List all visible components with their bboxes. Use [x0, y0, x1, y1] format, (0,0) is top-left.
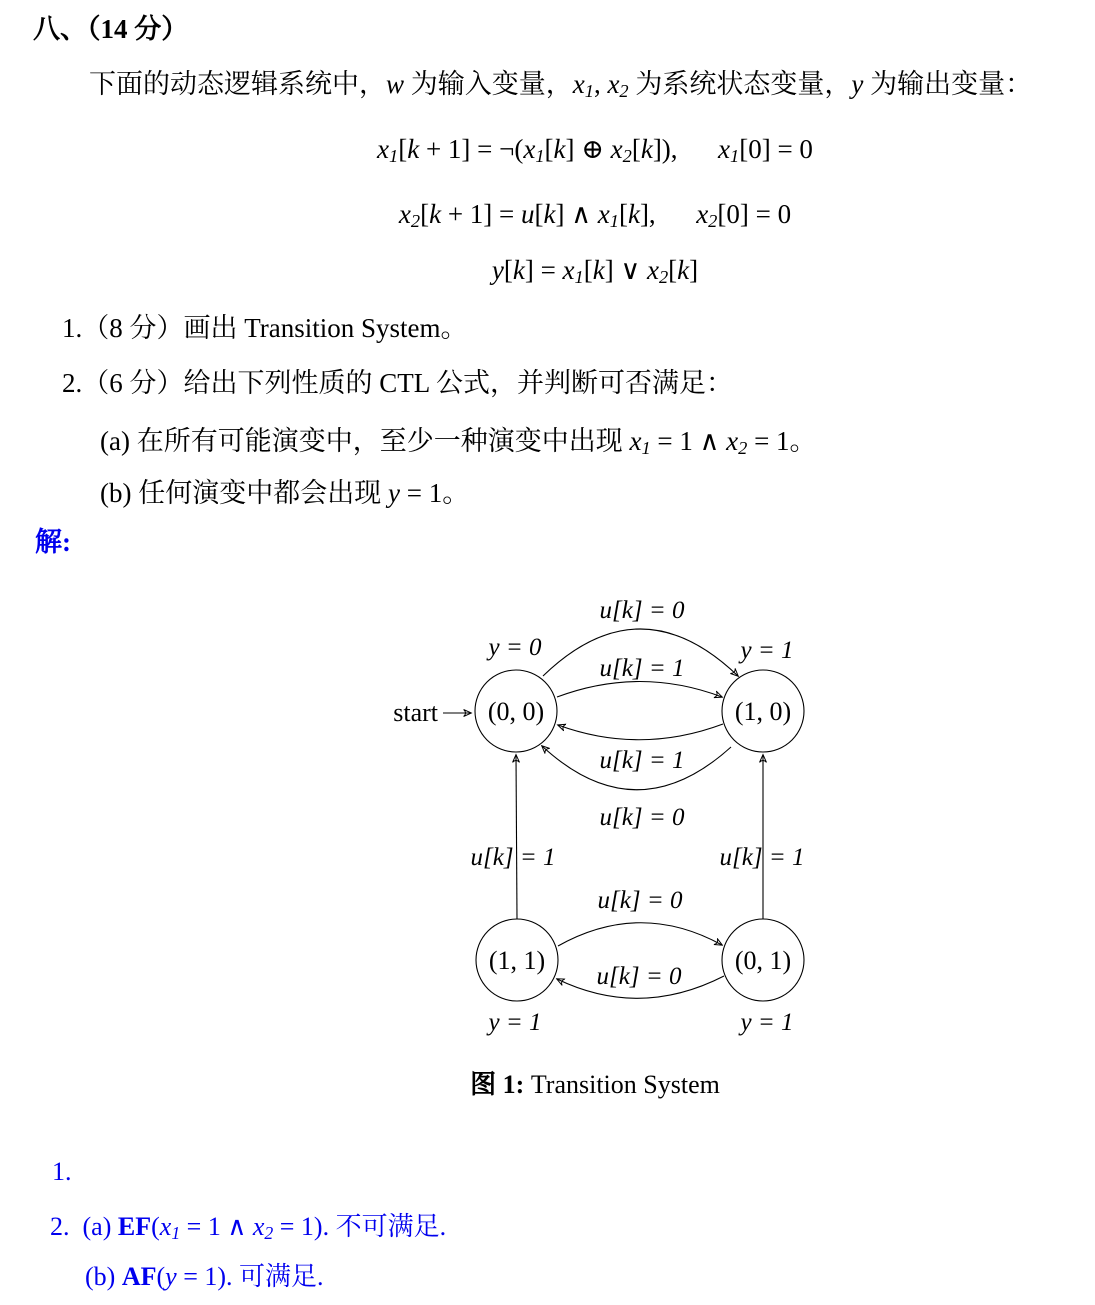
- answer-item-1: 1.: [52, 1157, 72, 1186]
- edge-label-11-to-00-u1: u[k] = 1: [470, 844, 556, 871]
- edge-label-11-to-01-u0: u[k] = 0: [597, 887, 683, 914]
- equation-x2-update: x2[k + 1] = u[k] ∧ x1[k], x2[0] = 0: [398, 199, 792, 232]
- edge-label-00-to-10-u0: u[k] = 0: [599, 597, 685, 624]
- equation-output: y[k] = x1[k] ∨ x2[k]: [491, 255, 699, 288]
- problem-intro: 下面的动态逻辑系统中，w 为输入变量，x1, x2 为系统状态变量，y 为输出变量：: [89, 69, 1033, 102]
- edge-label-10-to-00-u1: u[k] = 1: [599, 747, 685, 774]
- output-label-11: y = 1: [488, 1009, 542, 1036]
- edge-11-to-01-u0: [558, 923, 722, 946]
- question-item-2: 2.（6 分）给出下列性质的 CTL 公式，并判断可否满足：: [62, 368, 733, 398]
- state-label-11: (1, 1): [488, 946, 546, 975]
- section-title: 八、（14 分）: [33, 14, 189, 44]
- edge-label-01-to-10-u1: u[k] = 1: [719, 844, 805, 871]
- start-label: start: [393, 698, 438, 727]
- output-label-00: y = 0: [488, 634, 542, 661]
- edge-label-00-to-10-u1: u[k] = 1: [599, 655, 685, 682]
- state-label-00: (0, 0): [487, 697, 545, 726]
- edge-label-01-to-11-u0: u[k] = 0: [596, 963, 682, 990]
- state-label-10: (1, 0): [734, 697, 792, 726]
- figure-caption: 图 1: Transition System: [470, 1070, 720, 1099]
- question-item-2b: (b) 任何演变中都会出现 y = 1。: [100, 478, 470, 508]
- question-item-2a: (a) 在所有可能演变中，至少一种演变中出现 x1 = 1 ∧ x2 = 1。: [100, 426, 817, 459]
- equation-x1-update: x1[k + 1] = ¬(x1[k] ⊕ x2[k]), x1[0] = 0: [377, 134, 813, 167]
- answer-item-2b: (b) AF(y = 1). 可满足.: [85, 1262, 324, 1291]
- transition-system-diagram: [350, 585, 830, 1055]
- edge-00-to-10-u1: [557, 682, 722, 698]
- output-label-01: y = 1: [740, 1009, 794, 1036]
- output-label-10: y = 1: [740, 637, 794, 664]
- state-label-01: (0, 1): [734, 946, 792, 975]
- edge-label-10-to-00-u0: u[k] = 0: [599, 804, 685, 831]
- edge-10-to-00-u1: [558, 724, 723, 740]
- edge-11-to-00-u1: [516, 755, 517, 919]
- answer-item-2a: 2. (a) EF(x1 = 1 ∧ x2 = 1). 不可满足.: [50, 1212, 447, 1243]
- solution-label: 解:: [35, 527, 71, 557]
- question-item-1: 1.（8 分）画出 Transition System。: [62, 313, 468, 343]
